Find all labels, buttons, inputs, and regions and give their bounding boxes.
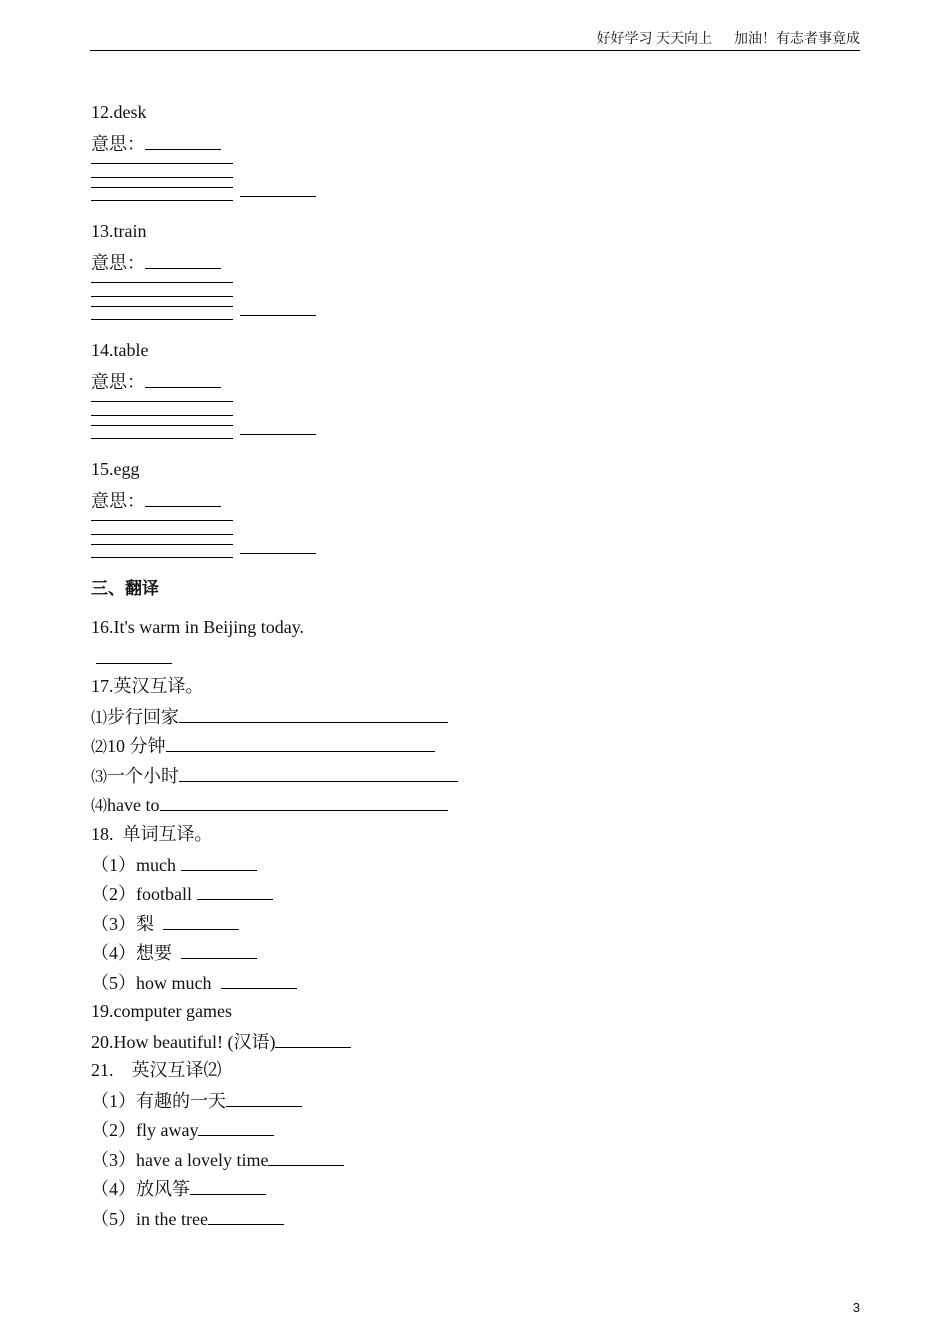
answer-blank[interactable] — [190, 1177, 266, 1195]
answer-blank[interactable] — [198, 1118, 274, 1136]
vocab-word-15: 15.egg — [91, 459, 140, 479]
writing-line[interactable] — [91, 319, 233, 320]
question-21-item-4: （4）放风筝 — [91, 1177, 266, 1200]
vocab-meaning-15: 意思： — [91, 489, 221, 512]
answer-blank[interactable] — [221, 971, 297, 989]
writing-line[interactable] — [91, 282, 233, 283]
answer-blank[interactable] — [268, 1148, 344, 1166]
question-21-item-2: （2）fly away — [91, 1118, 274, 1141]
answer-blank[interactable] — [240, 196, 316, 197]
answer-blank[interactable] — [181, 853, 257, 871]
answer-blank[interactable] — [145, 132, 221, 150]
writing-line[interactable] — [91, 163, 233, 164]
writing-line[interactable] — [91, 425, 233, 426]
writing-line[interactable] — [91, 520, 233, 521]
answer-blank[interactable] — [145, 251, 221, 269]
section-title: 三、翻译 — [91, 579, 159, 599]
question-18-item-1: （1）much — [91, 853, 257, 876]
answer-blank[interactable] — [197, 882, 273, 900]
writing-line[interactable] — [91, 544, 233, 545]
question-18-title: 18. 单词互译。 — [91, 824, 213, 844]
question-18-item-3: （3）梨 — [91, 912, 239, 935]
question-18-item-2: （2）football — [91, 882, 273, 905]
page-header — [90, 30, 860, 51]
question-16: 16.It's warm in Beijing today. — [91, 617, 305, 637]
answer-blank[interactable] — [96, 646, 172, 664]
writing-line[interactable] — [91, 415, 233, 416]
answer-blank[interactable] — [208, 1207, 284, 1225]
answer-blank[interactable] — [145, 489, 221, 507]
question-17-item-2: ⑵10 分钟 — [91, 734, 435, 758]
writing-line[interactable] — [91, 534, 233, 535]
writing-line[interactable] — [91, 557, 233, 558]
answer-blank[interactable] — [181, 941, 257, 959]
answer-blank[interactable] — [160, 793, 448, 811]
page-number: 3 — [852, 1300, 860, 1315]
answer-blank[interactable] — [179, 764, 458, 782]
writing-line[interactable] — [91, 200, 233, 201]
answer-blank[interactable] — [179, 705, 448, 723]
vocab-meaning-14: 意思： — [91, 370, 221, 393]
writing-line[interactable] — [91, 306, 233, 307]
question-17-title: 17.英汉互译。 — [91, 676, 204, 696]
answer-blank[interactable] — [166, 734, 435, 752]
question-21-title: 21. 英汉互译⑵ — [91, 1060, 222, 1080]
answer-blank[interactable] — [240, 553, 316, 554]
question-21-item-3: （3）have a lovely time — [91, 1148, 344, 1171]
question-20: 20.How beautiful! (汉语) — [91, 1030, 351, 1053]
question-19: 19.computer games — [91, 1001, 232, 1021]
answer-blank[interactable] — [275, 1030, 351, 1048]
answer-blank[interactable] — [163, 912, 239, 930]
header-motto-left: 好好学习 天天向上 — [596, 32, 712, 47]
writing-line[interactable] — [91, 187, 233, 188]
question-17-item-1: ⑴步行回家 — [91, 705, 448, 729]
writing-line[interactable] — [91, 296, 233, 297]
answer-blank[interactable] — [240, 434, 316, 435]
question-17-item-3: ⑶一个小时 — [91, 764, 458, 788]
answer-blank[interactable] — [240, 315, 316, 316]
writing-line[interactable] — [91, 177, 233, 178]
vocab-word-13: 13.train — [91, 221, 147, 241]
vocab-word-12: 12.desk — [91, 102, 147, 122]
question-18-item-4: （4）想要 — [91, 941, 257, 964]
question-16-answer — [96, 646, 172, 669]
vocab-meaning-12: 意思： — [91, 132, 221, 155]
answer-blank[interactable] — [145, 370, 221, 388]
vocab-word-14: 14.table — [91, 340, 149, 360]
writing-line[interactable] — [91, 401, 233, 402]
question-18-item-5: （5）how much — [91, 971, 297, 994]
writing-line[interactable] — [91, 438, 233, 439]
answer-blank[interactable] — [226, 1089, 302, 1107]
question-21-item-5: （5）in the tree — [91, 1207, 284, 1230]
question-17-item-4: ⑷have to — [91, 793, 448, 817]
vocab-meaning-13: 意思： — [91, 251, 221, 274]
header-motto-right: 加油！有志者事竟成 — [734, 32, 860, 47]
question-21-item-1: （1）有趣的一天 — [91, 1089, 302, 1112]
